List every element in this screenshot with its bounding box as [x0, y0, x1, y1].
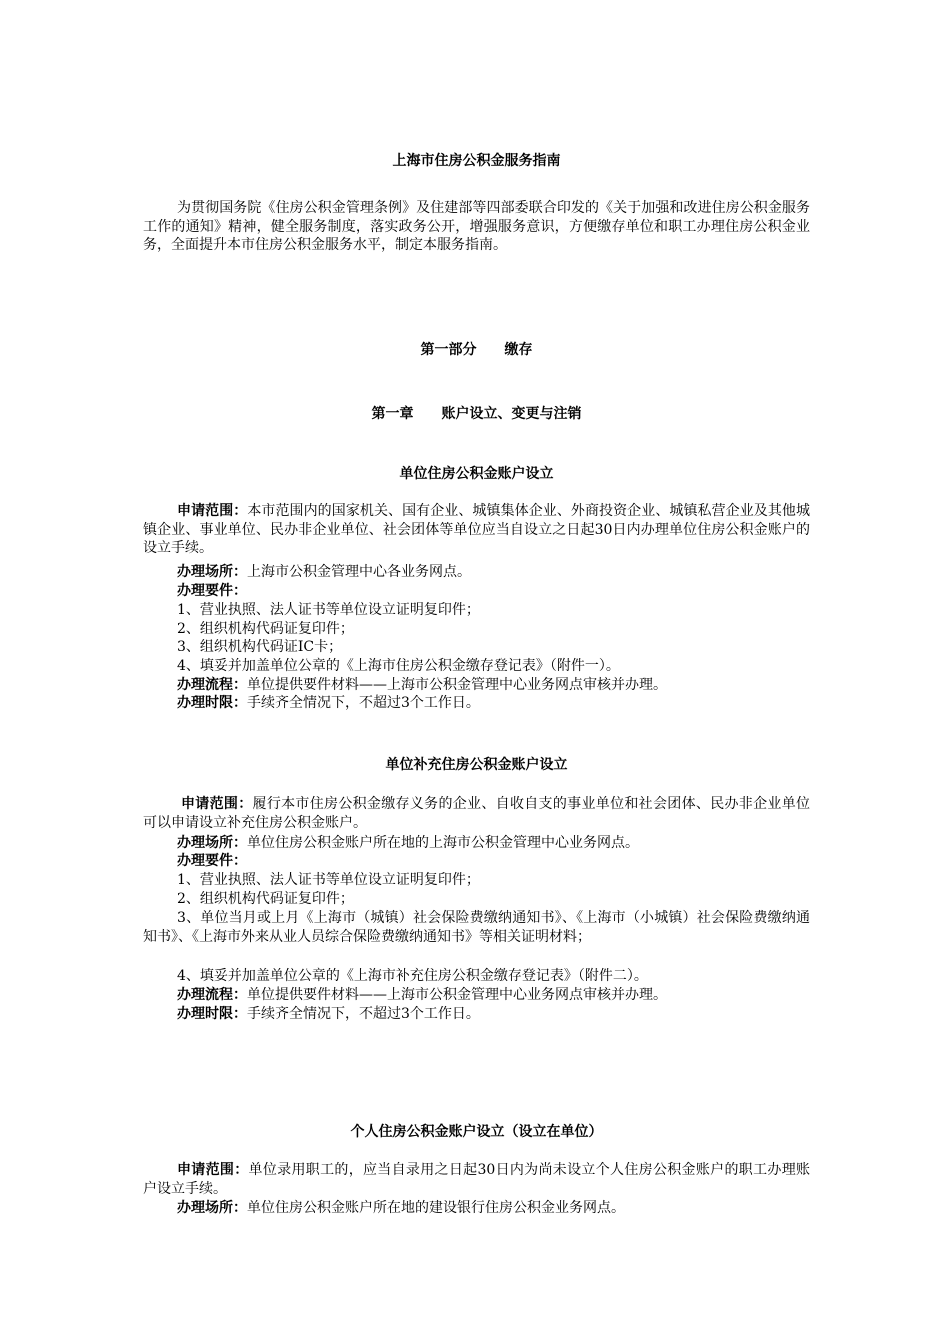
- place-label: 办理场所：: [177, 1200, 247, 1216]
- requirement-item: 4、填妥并加盖单位公章的《上海市住房公积金缴存登记表》（附件一）。: [177, 658, 620, 674]
- section-place: [143, 834, 844, 853]
- place-label: 办理场所：: [177, 835, 247, 851]
- chapter-number: 第一章: [371, 406, 414, 422]
- document-title: 上海市住房公积金服务指南: [392, 153, 561, 169]
- requirement-item: 3、组织机构代码证IC卡；: [177, 639, 343, 655]
- requirement-item: 1、营业执照、法人证书等单位设立证明复印件；: [177, 602, 480, 618]
- requirement-item: 3、单位当月或上月《上海市（城镇）社会保险费缴纳通知书》、《上海市（小城镇）社会保险费缴纳通知书》、《上海市外来从业人员综合保险费缴纳通知书》等相关证明材料；: [143, 910, 810, 945]
- section-scope: [143, 1161, 810, 1198]
- scope-text: 单位录用职工的，应当自录用之日起30日内为尚未设立个人住房公积金账户的职工办理账户设立手续。: [143, 1162, 811, 1197]
- section-scope: [143, 502, 810, 558]
- section-time: [143, 694, 844, 713]
- process-label: 办理流程：: [177, 987, 247, 1003]
- section-time: [143, 1005, 844, 1024]
- section-requirements-label: 办理要件：: [177, 853, 247, 869]
- section-place: [143, 1199, 844, 1218]
- place-label: 办理场所：: [177, 564, 247, 580]
- section-scope: [143, 795, 810, 832]
- section-process: [143, 676, 844, 695]
- requirement-item: 4、填妥并加盖单位公章的《上海市补充住房公积金缴存登记表》（附件二）。: [177, 968, 648, 984]
- process-text: 单位提供要件材料——上海市公积金管理中心业务网点审核并办理。: [247, 677, 667, 693]
- place-text: 单位住房公积金账户所在地的上海市公积金管理中心业务网点。: [247, 835, 639, 851]
- intro-paragraph: 为贯彻国务院《住房公积金管理条例》及住建部等四部委联合印发的《关于加强和改进住房公积金服务工作的通知》精神，健全服务制度，落实政务公开，增强服务意识，方便缴存单位和职工办理住房公积金业务，全面提升本市住房公积金服务水平，制定本服务指南。: [143, 200, 810, 254]
- section-heading: 个人住房公积金账户设立（设立在单位）: [350, 1124, 603, 1140]
- chapter-heading: [143, 404, 810, 424]
- place-text: 单位住房公积金账户所在地的建设银行住房公积金业务网点。: [247, 1200, 625, 1216]
- section-heading: 单位补充住房公积金账户设立: [385, 757, 568, 773]
- scope-label: 申请范围：: [177, 1162, 249, 1178]
- section-heading: 单位住房公积金账户设立: [399, 466, 554, 482]
- part-name: 缴存: [504, 342, 533, 358]
- section-place: [143, 563, 844, 582]
- process-label: 办理流程：: [177, 677, 247, 693]
- scope-text: 本市范围内的国家机关、国有企业、城镇集体企业、外商投资企业、城镇私营企业及其他城镇企业、事业单位、民办非企业单位、社会团体等单位应当自设立之日起30日内办理单位住房公积金账户的设立手续。: [143, 503, 811, 557]
- section-process: [143, 986, 844, 1005]
- time-label: 办理时限：: [177, 695, 247, 711]
- place-text: 上海市公积金管理中心各业务网点。: [247, 564, 471, 580]
- part-heading: [143, 340, 810, 360]
- chapter-name: 账户设立、变更与注销: [441, 406, 582, 422]
- scope-label: 申请范围：: [181, 796, 253, 812]
- requirement-item: 1、营业执照、法人证书等单位设立证明复印件；: [177, 872, 480, 888]
- time-text: 手续齐全情况下，不超过3个工作日。: [247, 1006, 480, 1022]
- scope-label: 申请范围：: [177, 503, 248, 519]
- section-requirements-label: 办理要件：: [177, 583, 247, 599]
- part-number: 第一部分: [420, 342, 477, 358]
- time-text: 手续齐全情况下，不超过3个工作日。: [247, 695, 480, 711]
- requirement-item: 2、组织机构代码证复印件；: [177, 891, 354, 907]
- process-text: 单位提供要件材料——上海市公积金管理中心业务网点审核并办理。: [247, 987, 667, 1003]
- requirement-item: 2、组织机构代码证复印件；: [177, 621, 354, 637]
- scope-text: 履行本市住房公积金缴存义务的企业、自收自支的事业单位和社会团体、民办非企业单位可以申请设立补充住房公积金账户。: [143, 796, 811, 831]
- time-label: 办理时限：: [177, 1006, 247, 1022]
